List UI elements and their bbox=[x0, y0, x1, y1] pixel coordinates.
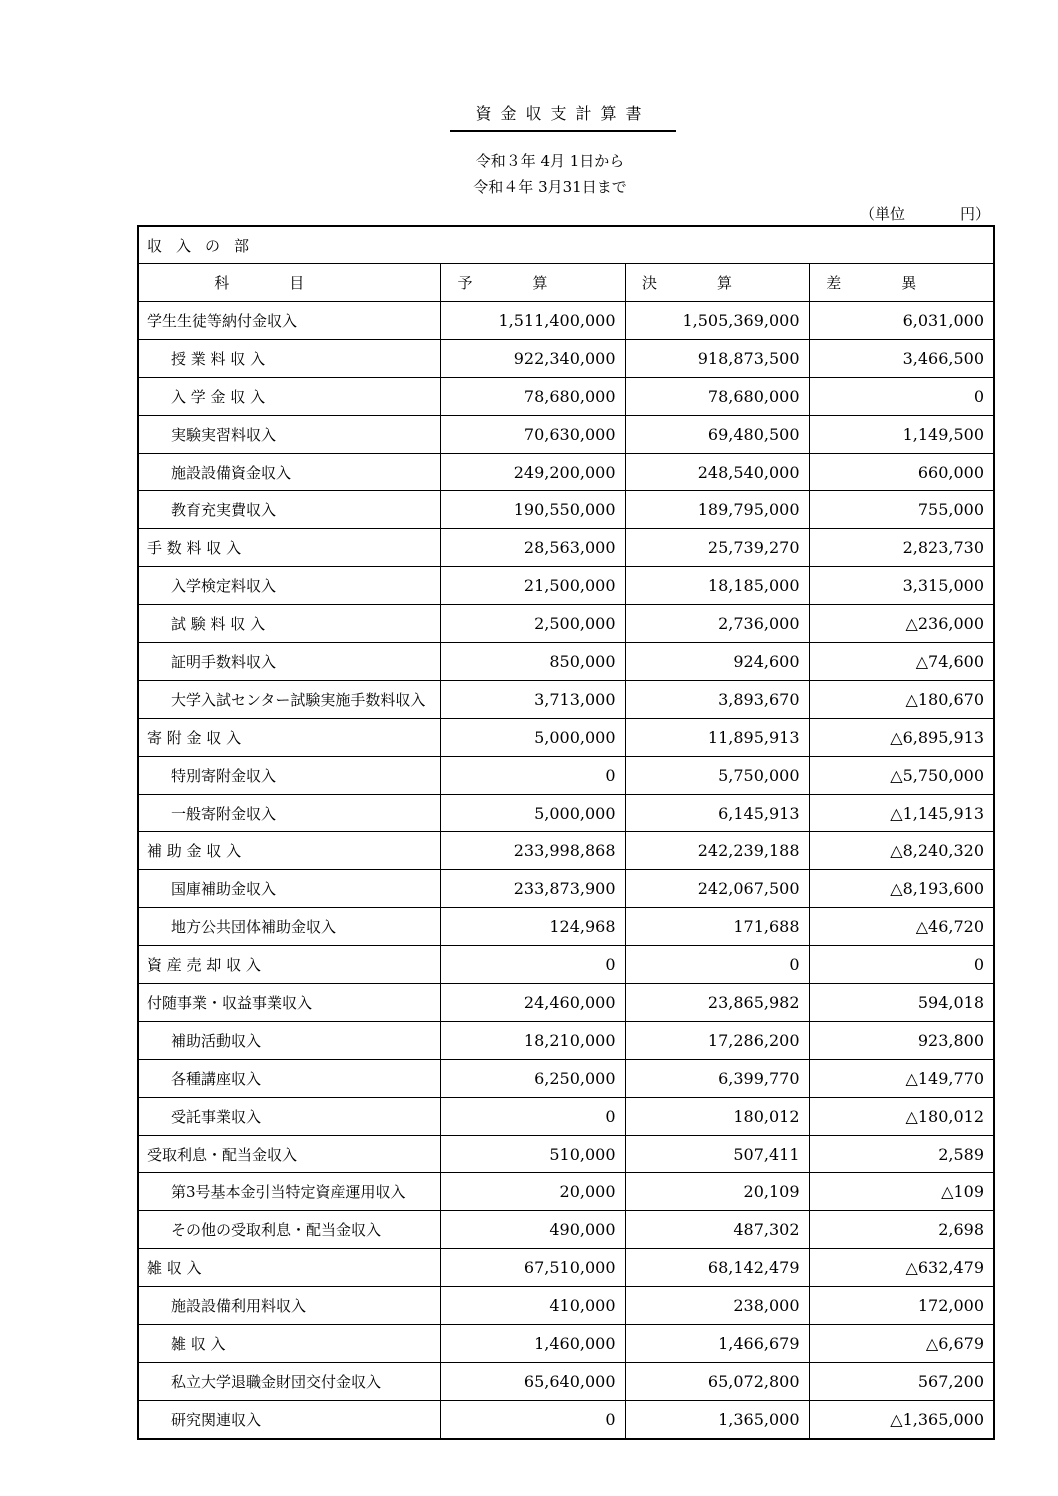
table-row bbox=[138, 1287, 994, 1325]
row-actual: 78,680,000 bbox=[625, 377, 809, 415]
row-budget: 65,640,000 bbox=[440, 1362, 625, 1400]
row-name: 施設設備利用料収入 bbox=[138, 1287, 440, 1325]
row-actual: 918,873,500 bbox=[625, 339, 809, 377]
row-actual: 189,795,000 bbox=[625, 491, 809, 529]
row-actual: 242,067,500 bbox=[625, 870, 809, 908]
row-diff: △1,145,913 bbox=[809, 794, 994, 832]
row-diff: △1,365,000 bbox=[809, 1400, 994, 1438]
row-actual: 68,142,479 bbox=[625, 1249, 809, 1287]
row-name: 雑 収 入 bbox=[138, 1249, 440, 1287]
row-name: 私立大学退職金財団交付金収入 bbox=[138, 1362, 440, 1400]
row-actual: 11,895,913 bbox=[625, 718, 809, 756]
row-diff: 172,000 bbox=[809, 1287, 994, 1325]
row-diff: 1,149,500 bbox=[809, 415, 994, 453]
row-name: 教育充実費収入 bbox=[138, 491, 440, 529]
row-name: 手 数 料 収 入 bbox=[138, 529, 440, 567]
row-budget: 190,550,000 bbox=[440, 491, 625, 529]
section-label: 収入の部 bbox=[138, 226, 994, 264]
row-budget: 510,000 bbox=[440, 1135, 625, 1173]
row-diff: 660,000 bbox=[809, 453, 994, 491]
row-name: 付随事業・収益事業収入 bbox=[138, 984, 440, 1022]
row-budget: 28,563,000 bbox=[440, 529, 625, 567]
row-actual: 6,145,913 bbox=[625, 794, 809, 832]
document-title: 資金収支計算書 bbox=[450, 100, 676, 132]
row-name: 実験実習料収入 bbox=[138, 415, 440, 453]
row-diff: △8,193,600 bbox=[809, 870, 994, 908]
row-diff: 2,698 bbox=[809, 1211, 994, 1249]
table-row bbox=[138, 567, 994, 605]
row-budget: 6,250,000 bbox=[440, 1059, 625, 1097]
row-actual: 5,750,000 bbox=[625, 756, 809, 794]
row-diff: △180,012 bbox=[809, 1097, 994, 1135]
row-budget: 1,511,400,000 bbox=[440, 302, 625, 340]
row-actual: 25,739,270 bbox=[625, 529, 809, 567]
row-diff: △632,479 bbox=[809, 1249, 994, 1287]
row-actual: 17,286,200 bbox=[625, 1021, 809, 1059]
row-diff: △236,000 bbox=[809, 605, 994, 643]
row-budget: 1,460,000 bbox=[440, 1325, 625, 1363]
row-actual: 507,411 bbox=[625, 1135, 809, 1173]
table-row bbox=[138, 870, 994, 908]
row-budget: 67,510,000 bbox=[440, 1249, 625, 1287]
row-name: 研究関連収入 bbox=[138, 1400, 440, 1438]
row-budget: 0 bbox=[440, 756, 625, 794]
row-actual: 69,480,500 bbox=[625, 415, 809, 453]
row-actual: 20,109 bbox=[625, 1173, 809, 1211]
row-budget: 850,000 bbox=[440, 643, 625, 681]
row-diff: 3,466,500 bbox=[809, 339, 994, 377]
col-header-actual: 決算 bbox=[625, 264, 809, 302]
row-name: 施設設備資金収入 bbox=[138, 453, 440, 491]
row-name: その他の受取利息・配当金収入 bbox=[138, 1211, 440, 1249]
row-budget: 78,680,000 bbox=[440, 377, 625, 415]
col-header-budget: 予算 bbox=[440, 264, 625, 302]
row-diff: △74,600 bbox=[809, 643, 994, 681]
row-budget: 490,000 bbox=[440, 1211, 625, 1249]
table-row bbox=[138, 794, 994, 832]
table-row bbox=[138, 1059, 994, 1097]
row-name: 授 業 料 収 入 bbox=[138, 339, 440, 377]
row-actual: 1,505,369,000 bbox=[625, 302, 809, 340]
row-diff: △180,670 bbox=[809, 680, 994, 718]
row-diff: △149,770 bbox=[809, 1059, 994, 1097]
row-budget: 0 bbox=[440, 946, 625, 984]
row-budget: 24,460,000 bbox=[440, 984, 625, 1022]
row-diff: △6,895,913 bbox=[809, 718, 994, 756]
row-budget: 2,500,000 bbox=[440, 605, 625, 643]
row-name: 特別寄附金収入 bbox=[138, 756, 440, 794]
row-budget: 5,000,000 bbox=[440, 718, 625, 756]
table-row bbox=[138, 1173, 994, 1211]
row-actual: 248,540,000 bbox=[625, 453, 809, 491]
row-name: 補助活動収入 bbox=[138, 1021, 440, 1059]
period-from: 令和３年 4月 1日から bbox=[475, 152, 625, 170]
table-row bbox=[138, 908, 994, 946]
unit-note bbox=[860, 203, 990, 225]
row-budget: 18,210,000 bbox=[440, 1021, 625, 1059]
table-row bbox=[138, 1362, 994, 1400]
row-actual: 18,185,000 bbox=[625, 567, 809, 605]
row-actual: 180,012 bbox=[625, 1097, 809, 1135]
table-row bbox=[138, 605, 994, 643]
table-row bbox=[138, 832, 994, 870]
row-name: 寄 附 金 収 入 bbox=[138, 718, 440, 756]
header-row bbox=[138, 264, 994, 302]
table-row bbox=[138, 491, 994, 529]
row-budget: 3,713,000 bbox=[440, 680, 625, 718]
row-name: 証明手数料収入 bbox=[138, 643, 440, 681]
row-diff: △109 bbox=[809, 1173, 994, 1211]
row-actual: 1,466,679 bbox=[625, 1325, 809, 1363]
row-diff: 567,200 bbox=[809, 1362, 994, 1400]
table-row bbox=[138, 529, 994, 567]
row-diff: 2,589 bbox=[809, 1135, 994, 1173]
table-row bbox=[138, 643, 994, 681]
row-name: 入 学 金 収 入 bbox=[138, 377, 440, 415]
table-row bbox=[138, 984, 994, 1022]
table-row bbox=[138, 1325, 994, 1363]
row-budget: 233,998,868 bbox=[440, 832, 625, 870]
row-actual: 487,302 bbox=[625, 1211, 809, 1249]
row-diff: 0 bbox=[809, 946, 994, 984]
col-header-account: 科目 bbox=[138, 264, 440, 302]
table-row bbox=[138, 718, 994, 756]
row-name: 大学入試センター試験実施手数料収入 bbox=[138, 680, 440, 718]
row-name: 国庫補助金収入 bbox=[138, 870, 440, 908]
table-row bbox=[138, 946, 994, 984]
row-name: 受託事業収入 bbox=[138, 1097, 440, 1135]
row-budget: 21,500,000 bbox=[440, 567, 625, 605]
row-budget: 0 bbox=[440, 1097, 625, 1135]
row-diff: 6,031,000 bbox=[809, 302, 994, 340]
table-row bbox=[138, 1249, 994, 1287]
row-actual: 6,399,770 bbox=[625, 1059, 809, 1097]
row-actual: 3,893,670 bbox=[625, 680, 809, 718]
row-diff: 755,000 bbox=[809, 491, 994, 529]
table-row bbox=[138, 1097, 994, 1135]
row-name: 第3号基本金引当特定資産運用収入 bbox=[138, 1173, 440, 1211]
col-header-diff: 差異 bbox=[809, 264, 994, 302]
row-diff: △6,679 bbox=[809, 1325, 994, 1363]
row-name: 一般寄附金収入 bbox=[138, 794, 440, 832]
row-budget: 70,630,000 bbox=[440, 415, 625, 453]
row-budget: 5,000,000 bbox=[440, 794, 625, 832]
row-actual: 171,688 bbox=[625, 908, 809, 946]
row-diff: 923,800 bbox=[809, 1021, 994, 1059]
row-name: 雑 収 入 bbox=[138, 1325, 440, 1363]
row-name: 補 助 金 収 入 bbox=[138, 832, 440, 870]
row-diff: △5,750,000 bbox=[809, 756, 994, 794]
table-row bbox=[138, 1021, 994, 1059]
table-row bbox=[138, 377, 994, 415]
row-actual: 242,239,188 bbox=[625, 832, 809, 870]
row-actual: 2,736,000 bbox=[625, 605, 809, 643]
row-name: 試 験 料 収 入 bbox=[138, 605, 440, 643]
row-actual: 1,365,000 bbox=[625, 1400, 809, 1438]
row-name: 入学検定料収入 bbox=[138, 567, 440, 605]
row-budget: 233,873,900 bbox=[440, 870, 625, 908]
row-name: 学生生徒等納付金収入 bbox=[138, 302, 440, 340]
section-row bbox=[138, 226, 994, 264]
row-name: 受取利息・配当金収入 bbox=[138, 1135, 440, 1173]
period-to: 令和４年 3月31日まで bbox=[473, 178, 627, 196]
table-row bbox=[138, 339, 994, 377]
row-diff: 2,823,730 bbox=[809, 529, 994, 567]
unit-open: （単位 bbox=[860, 205, 906, 223]
row-budget: 124,968 bbox=[440, 908, 625, 946]
table-row bbox=[138, 680, 994, 718]
row-budget: 20,000 bbox=[440, 1173, 625, 1211]
row-diff: 3,315,000 bbox=[809, 567, 994, 605]
row-budget: 0 bbox=[440, 1400, 625, 1438]
row-diff: △8,240,320 bbox=[809, 832, 994, 870]
row-diff: 0 bbox=[809, 377, 994, 415]
row-actual: 238,000 bbox=[625, 1287, 809, 1325]
row-name: 資 産 売 却 収 入 bbox=[138, 946, 440, 984]
table-row bbox=[138, 415, 994, 453]
row-actual: 65,072,800 bbox=[625, 1362, 809, 1400]
row-name: 地方公共団体補助金収入 bbox=[138, 908, 440, 946]
table-row bbox=[138, 1135, 994, 1173]
table-row bbox=[138, 756, 994, 794]
table-row bbox=[138, 1211, 994, 1249]
income-table bbox=[137, 225, 995, 1440]
table-row bbox=[138, 1400, 994, 1438]
row-budget: 410,000 bbox=[440, 1287, 625, 1325]
unit-close: 円） bbox=[959, 205, 990, 223]
table-row bbox=[138, 453, 994, 491]
row-name: 各種講座収入 bbox=[138, 1059, 440, 1097]
table-row bbox=[138, 302, 994, 340]
row-diff: 594,018 bbox=[809, 984, 994, 1022]
row-budget: 922,340,000 bbox=[440, 339, 625, 377]
row-actual: 23,865,982 bbox=[625, 984, 809, 1022]
row-actual: 924,600 bbox=[625, 643, 809, 681]
row-actual: 0 bbox=[625, 946, 809, 984]
row-diff: △46,720 bbox=[809, 908, 994, 946]
row-budget: 249,200,000 bbox=[440, 453, 625, 491]
